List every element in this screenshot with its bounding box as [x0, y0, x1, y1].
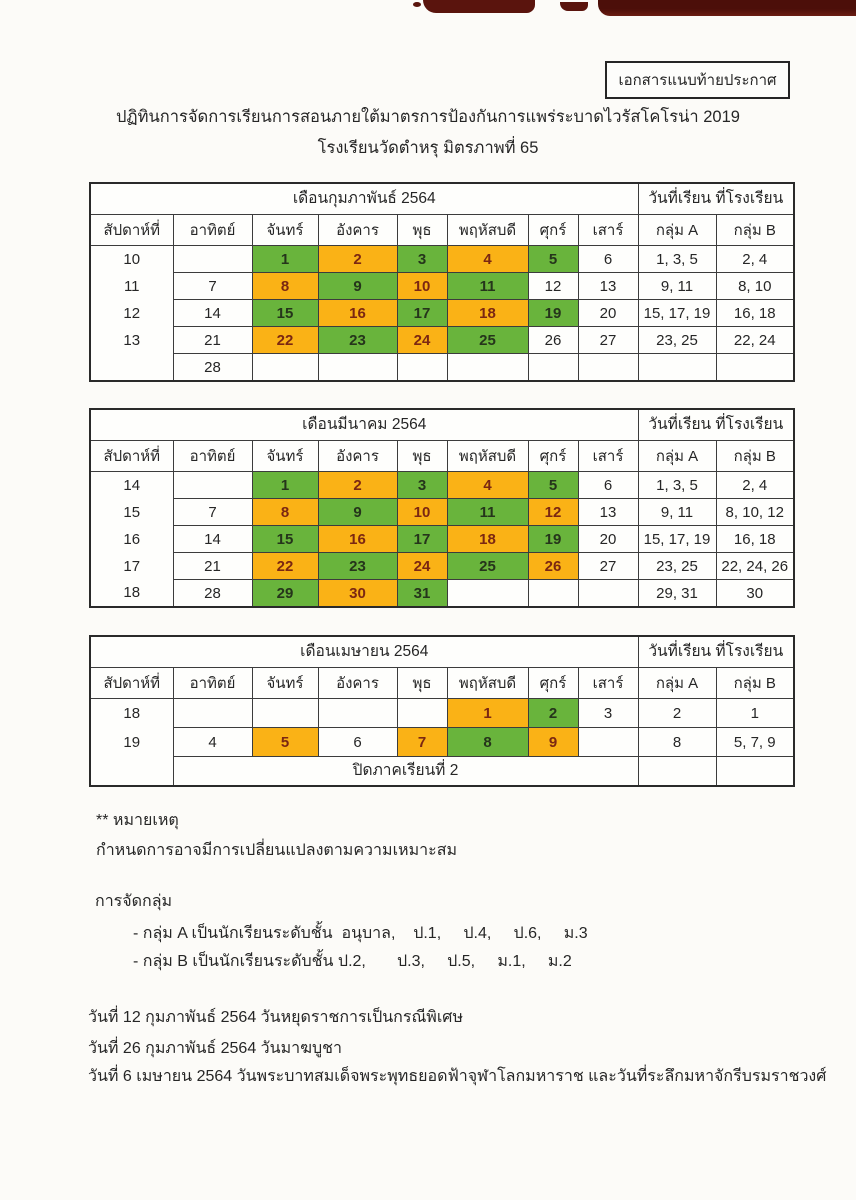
day-cell [318, 699, 397, 728]
day-cell: 1 [252, 472, 318, 499]
day-cell: 16 [318, 300, 397, 327]
holiday-note: วันที่ 12 กุมภาพันธ์ 2564 วันหยุดราชการเป็นกรณีพิเศษ [88, 1009, 463, 1026]
week-number: 19 [90, 728, 173, 757]
calendar-month-april [89, 635, 795, 787]
group-a-days: 23, 25 [638, 553, 716, 580]
week-number: 13 [90, 327, 173, 354]
calendar-table-3 [89, 635, 795, 787]
day-cell [528, 354, 578, 382]
day-cell: 26 [528, 327, 578, 354]
day-cell: 25 [447, 553, 528, 580]
week-number: 17 [90, 553, 173, 580]
group-a-days: 2 [638, 699, 716, 728]
day-cell: 26 [528, 553, 578, 580]
day-cell: 22 [252, 553, 318, 580]
group-b-header: กลุ่ม B [716, 441, 794, 472]
day-cell: 5 [528, 472, 578, 499]
attachment-stamp-label: เอกสารแนบท้ายประกาศ [618, 71, 777, 89]
group-b-header: กลุ่ม B [716, 668, 794, 699]
group-b-header: กลุ่ม B [716, 215, 794, 246]
day-header: ศุกร์ [528, 441, 578, 472]
day-cell: 4 [447, 472, 528, 499]
group-b-days: 5, 7, 9 [716, 728, 794, 757]
day-cell: 24 [397, 327, 447, 354]
day-header: เสาร์ [578, 668, 638, 699]
day-cell: 9 [318, 499, 397, 526]
group-a-days: 15, 17, 19 [638, 300, 716, 327]
day-header: จันทร์ [252, 215, 318, 246]
group-a-days: 23, 25 [638, 327, 716, 354]
group-b-days: 8, 10 [716, 273, 794, 300]
day-cell: 14 [173, 526, 252, 553]
day-cell: 21 [173, 327, 252, 354]
week-header: สัปดาห์ที่ [90, 215, 173, 246]
semester-break-cell: ปิดภาคเรียนที่ 2 [173, 757, 638, 787]
group-b-days: 16, 18 [716, 526, 794, 553]
day-cell: 17 [397, 300, 447, 327]
calendar-month-march [89, 408, 795, 608]
day-cell: 10 [397, 499, 447, 526]
week-number [90, 354, 173, 382]
day-cell: 5 [252, 728, 318, 757]
day-cell: 9 [528, 728, 578, 757]
school-name: โรงเรียนวัดตำหรุ มิตรภาพที่ 65 [317, 139, 539, 157]
day-cell: 2 [528, 699, 578, 728]
day-cell: 20 [578, 526, 638, 553]
day-cell: 11 [447, 273, 528, 300]
group-a-definition: - กลุ่ม A เป็นนักเรียนระดับชั้น อนุบาล, ป.1, ป.4, ป.6, ม.3 [133, 925, 588, 942]
day-cell: 10 [397, 273, 447, 300]
day-header: อังคาร [318, 668, 397, 699]
day-cell: 6 [578, 472, 638, 499]
group-b-days: 2, 4 [716, 472, 794, 499]
group-b-days [716, 354, 794, 382]
day-cell: 2 [318, 246, 397, 273]
week-header: สัปดาห์ที่ [90, 668, 173, 699]
day-cell: 1 [447, 699, 528, 728]
day-cell: 4 [447, 246, 528, 273]
group-b-days: 30 [716, 580, 794, 608]
week-header: สัปดาห์ที่ [90, 441, 173, 472]
day-cell [173, 699, 252, 728]
day-cell [173, 246, 252, 273]
week-number: 18 [90, 699, 173, 728]
group-a-days: 8 [638, 728, 716, 757]
day-cell [173, 472, 252, 499]
day-header: ศุกร์ [528, 215, 578, 246]
day-header: พุธ [397, 668, 447, 699]
attachment-stamp-box [605, 61, 790, 99]
day-cell: 3 [397, 246, 447, 273]
week-number: 10 [90, 246, 173, 273]
day-cell: 2 [318, 472, 397, 499]
remark-header: ** หมายเหตุ [96, 812, 179, 829]
group-b-days: 22, 24 [716, 327, 794, 354]
day-header: อาทิตย์ [173, 441, 252, 472]
day-cell: 20 [578, 300, 638, 327]
day-cell: 30 [318, 580, 397, 608]
group-a-days [638, 757, 716, 787]
day-cell: 12 [528, 499, 578, 526]
day-cell: 8 [447, 728, 528, 757]
day-cell [578, 580, 638, 608]
day-header: ศุกร์ [528, 668, 578, 699]
group-b-days: 22, 24, 26 [716, 553, 794, 580]
day-cell: 17 [397, 526, 447, 553]
day-cell: 12 [528, 273, 578, 300]
grouping-header: การจัดกลุ่ม [95, 893, 173, 910]
day-header: พุธ [397, 441, 447, 472]
group-b-days [716, 757, 794, 787]
day-cell [447, 580, 528, 608]
day-cell: 3 [578, 699, 638, 728]
day-cell: 31 [397, 580, 447, 608]
day-cell: 27 [578, 553, 638, 580]
day-header: พฤหัสบดี [447, 668, 528, 699]
group-a-days: 1, 3, 5 [638, 472, 716, 499]
day-header: อาทิตย์ [173, 215, 252, 246]
day-cell: 7 [173, 499, 252, 526]
day-cell: 7 [397, 728, 447, 757]
day-cell: 22 [252, 327, 318, 354]
day-cell: 28 [173, 354, 252, 382]
day-cell [528, 580, 578, 608]
day-header: เสาร์ [578, 441, 638, 472]
group-b-days: 16, 18 [716, 300, 794, 327]
group-a-days: 9, 11 [638, 273, 716, 300]
day-cell [318, 354, 397, 382]
school-days-title: วันที่เรียน ที่โรงเรียน [638, 183, 794, 215]
group-b-definition: - กลุ่ม B เป็นนักเรียนระดับชั้น ป.2, ป.3, ป.5, ม.1, ม.2 [133, 953, 572, 970]
day-cell: 23 [318, 553, 397, 580]
week-number [90, 757, 173, 787]
day-cell: 27 [578, 327, 638, 354]
month-title: เดือนมีนาคม 2564 [90, 409, 638, 441]
day-cell: 9 [318, 273, 397, 300]
day-cell: 13 [578, 499, 638, 526]
day-cell: 24 [397, 553, 447, 580]
day-cell: 11 [447, 499, 528, 526]
day-cell: 16 [318, 526, 397, 553]
holiday-note: วันที่ 6 เมษายน 2564 วันพระบาทสมเด็จพระพุทธยอดฟ้าจุฬาโลกมหาราช และวันที่ระลึกมหาจักรีบรมราชวงศ์ [88, 1068, 827, 1085]
day-header: พุธ [397, 215, 447, 246]
day-cell: 8 [252, 273, 318, 300]
day-header: พฤหัสบดี [447, 441, 528, 472]
group-b-days: 2, 4 [716, 246, 794, 273]
day-cell: 1 [252, 246, 318, 273]
holiday-note: วันที่ 26 กุมภาพันธ์ 2564 วันมาฆบูชา [88, 1040, 342, 1057]
calendar-month-february [89, 182, 795, 382]
month-title: เดือนกุมภาพันธ์ 2564 [90, 183, 638, 215]
scan-artifact-blob [560, 2, 588, 11]
week-number: 15 [90, 499, 173, 526]
day-cell [397, 354, 447, 382]
day-cell: 5 [528, 246, 578, 273]
day-header: อาทิตย์ [173, 668, 252, 699]
day-cell: 14 [173, 300, 252, 327]
group-b-days: 8, 10, 12 [716, 499, 794, 526]
document-title: ปฏิทินการจัดการเรียนการสอนภายใต้มาตรการป้องกันการแพร่ระบาดไวรัสโคโรน่า 2019 [116, 108, 740, 126]
day-header: อังคาร [318, 441, 397, 472]
group-a-days [638, 354, 716, 382]
day-header: อังคาร [318, 215, 397, 246]
day-cell: 4 [173, 728, 252, 757]
week-number: 14 [90, 472, 173, 499]
day-header: จันทร์ [252, 441, 318, 472]
week-number: 18 [90, 580, 173, 608]
group-b-days: 1 [716, 699, 794, 728]
group-a-days: 9, 11 [638, 499, 716, 526]
group-a-header: กลุ่ม A [638, 215, 716, 246]
scan-artifact-bar [598, 0, 856, 16]
day-cell: 6 [318, 728, 397, 757]
day-cell: 19 [528, 300, 578, 327]
week-number: 16 [90, 526, 173, 553]
day-cell: 29 [252, 580, 318, 608]
school-days-title: วันที่เรียน ที่โรงเรียน [638, 636, 794, 668]
calendar-table-2 [89, 408, 795, 608]
group-a-days: 1, 3, 5 [638, 246, 716, 273]
day-cell [252, 699, 318, 728]
day-header: พฤหัสบดี [447, 215, 528, 246]
day-cell: 7 [173, 273, 252, 300]
day-cell: 15 [252, 526, 318, 553]
day-cell [578, 728, 638, 757]
group-a-days: 29, 31 [638, 580, 716, 608]
day-header: จันทร์ [252, 668, 318, 699]
day-cell: 3 [397, 472, 447, 499]
scan-artifact-dot [413, 2, 421, 7]
day-cell: 8 [252, 499, 318, 526]
scan-artifact-blob [423, 0, 535, 13]
day-cell [252, 354, 318, 382]
day-cell: 25 [447, 327, 528, 354]
day-cell: 6 [578, 246, 638, 273]
calendar-table-1 [89, 182, 795, 382]
remark-body: กำหนดการอาจมีการเปลี่ยนแปลงตามความเหมาะสม [96, 842, 458, 859]
day-cell: 21 [173, 553, 252, 580]
day-cell: 13 [578, 273, 638, 300]
day-cell: 18 [447, 300, 528, 327]
group-a-days: 15, 17, 19 [638, 526, 716, 553]
day-cell: 15 [252, 300, 318, 327]
day-cell: 19 [528, 526, 578, 553]
group-a-header: กลุ่ม A [638, 441, 716, 472]
day-cell [578, 354, 638, 382]
week-number: 11 [90, 273, 173, 300]
day-cell: 23 [318, 327, 397, 354]
group-a-header: กลุ่ม A [638, 668, 716, 699]
day-cell [397, 699, 447, 728]
day-cell: 28 [173, 580, 252, 608]
day-header: เสาร์ [578, 215, 638, 246]
week-number: 12 [90, 300, 173, 327]
school-days-title: วันที่เรียน ที่โรงเรียน [638, 409, 794, 441]
day-cell: 18 [447, 526, 528, 553]
day-cell [447, 354, 528, 382]
month-title: เดือนเมษายน 2564 [90, 636, 638, 668]
